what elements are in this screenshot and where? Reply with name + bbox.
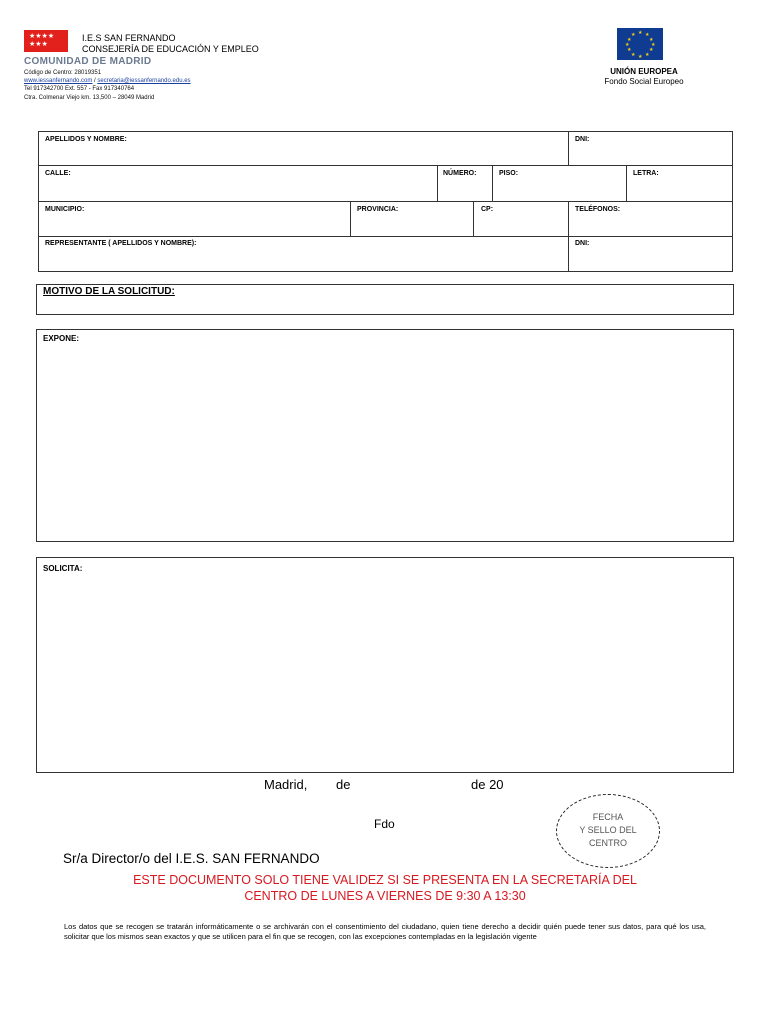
calle-label: CALLE: [45,170,71,177]
municipio-field[interactable] [39,215,349,235]
fdo-label: Fdo [374,817,395,831]
representante-label: REPRESENTANTE ( APELLIDOS Y NOMBRE): [45,240,197,247]
eu-flag-icon: ★ ★ ★ ★ ★ ★ ★ ★ ★ ★ ★ ★ [617,28,663,60]
contact-links [24,77,191,85]
star-icon: ★★★ [29,41,48,48]
dni-label: DNI: [575,136,590,143]
cp-label: CP: [481,206,494,213]
apellidos-nombre-label: APELLIDOS Y NOMBRE: [45,136,127,143]
phone-fax: Tel 917342700 Ext. 557 - Fax 917340764 [24,86,135,92]
seal-line: FECHA [592,812,624,822]
department-name: CONSEJERÍA DE EDUCACIÓN Y EMPLEO [82,44,259,54]
letra-field[interactable] [627,179,732,200]
dni-representante-field[interactable] [569,249,732,271]
eu-title: UNIÓN EUROPEA [610,67,678,76]
piso-label: PISO: [499,170,519,177]
representante-field[interactable] [39,249,567,271]
solicita-label: SOLICITA: [43,564,83,573]
telefonos-field[interactable] [569,215,732,235]
date-place: Madrid, [264,777,308,792]
motivo-label: MOTIVO DE LA SOLICITUD: [43,286,175,297]
eu-subtitle: Fondo Social Europeo [604,77,684,86]
row-divider [38,236,733,237]
seal-line: Y SELLO DEL [579,825,637,835]
center-code: Código de Centro: 28019351 [24,70,102,76]
website-link[interactable]: www.iessanfernando.com [24,78,93,84]
school-name: I.E.S SAN FERNANDO [82,33,176,43]
solicita-box[interactable] [36,557,734,773]
row-divider [38,201,733,202]
letra-label: LETRA: [633,170,659,177]
expone-box[interactable] [36,329,734,542]
provincia-label: PROVINCIA: [357,206,399,213]
address: Ctra. Colmenar Viejo km. 13,500 – 28049 Madrid [24,95,155,101]
cp-field[interactable] [474,215,567,235]
telefonos-label: TELÉFONOS: [575,206,621,213]
row-divider [38,165,733,166]
seal-line: CENTRO [589,838,627,848]
piso-field[interactable] [493,179,625,200]
dni-representante-label: DNI: [575,240,590,247]
comunidad-madrid-flag [24,30,68,52]
apellidos-nombre-field[interactable] [39,144,567,164]
link-separator: / [94,78,96,84]
calle-field[interactable] [39,179,436,200]
dni-field[interactable] [569,144,732,164]
region-name: COMUNIDAD DE MADRID [24,56,152,67]
warning-line: ESTE DOCUMENTO SOLO TIENE VALIDEZ SI SE PRESENTA EN LA SECRETARÍA DEL [133,873,637,887]
municipio-label: MUNICIPIO: [45,206,85,213]
privacy-notice: Los datos que se recogen se tratarán informáticamente o se archivarán con el consentimiento del ciudadano, quien tiene derecho a decidir quién puede tener sus datos, para qué los usa, solicitar que los mismos sean exactos y que se utilicen para el fin que se recogen, con las excepciones contempladas en la legislación vigente [64,922,706,941]
date-de-2: de 20 [471,777,504,792]
star-icon: ★★★★ [29,33,55,40]
validity-warning [60,872,710,904]
warning-line: CENTRO DE LUNES A VIERNES DE 9:30 A 13:30 [244,889,526,903]
seal-text [556,811,660,850]
director-addressee: Sr/a Director/o del I.E.S. SAN FERNANDO [63,851,320,866]
email-link[interactable]: secretaria@iessanfernando.edu.es [97,78,191,84]
date-de-1: de [336,777,351,792]
expone-label: EXPONE: [43,334,80,343]
provincia-field[interactable] [351,215,472,235]
numero-field[interactable] [438,179,491,200]
numero-label: NÚMERO: [443,170,477,177]
